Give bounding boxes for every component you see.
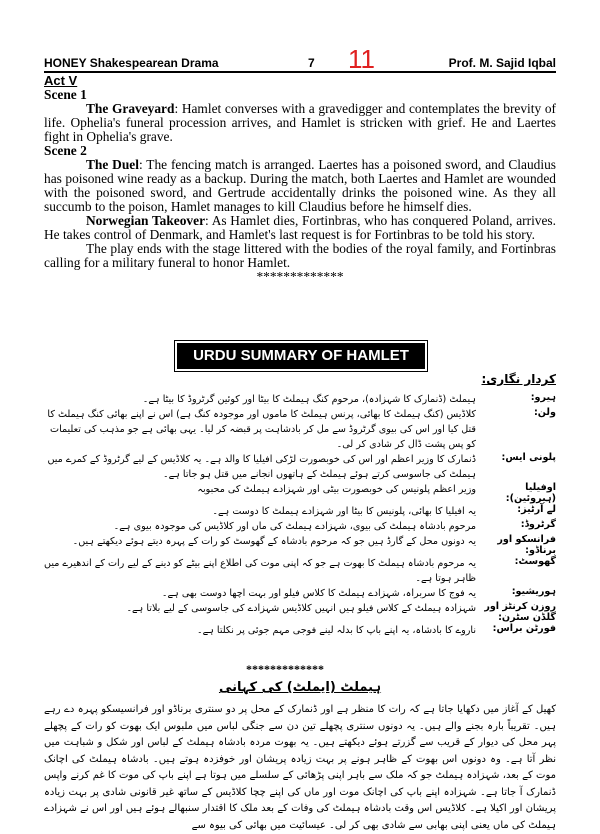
duel-lead: The Duel bbox=[86, 157, 139, 172]
header-book-title: HONEY Shakespearean Drama bbox=[44, 56, 219, 70]
character-row bbox=[44, 601, 556, 623]
characters-list bbox=[44, 392, 556, 638]
graveyard-paragraph bbox=[44, 102, 556, 144]
character-row bbox=[44, 407, 556, 452]
scene1-heading: Scene 1 bbox=[44, 87, 87, 102]
character-label: فورٹن براس: bbox=[492, 623, 556, 634]
stars-separator-2: ************* bbox=[246, 662, 324, 676]
ending-paragraph: The play ends with the stage littered with the bodies of the royal family, and Fortinbras calling for a military funeral to honor Hamlet. bbox=[44, 241, 556, 270]
character-label: پلونی ایس: bbox=[501, 452, 556, 463]
character-description: ہیملٹ (ڈنمارک کا شہزادہ)، مرحوم کنگ ہیملٹ کا بیٹا اور کوئین گرٹروڈ کا بیٹا ہے۔ bbox=[142, 394, 476, 405]
character-description: یہ مرحوم بادشاہ ہیملٹ کا بھوت ہے جو کہ اپنی موت کی اطلاع اپنے بیٹے کو دینے کے لیے رات کے اندھیرے میں ظاہر ہوتا ہے۔ bbox=[44, 558, 476, 584]
norway-paragraph bbox=[44, 214, 556, 242]
act-heading: Act V bbox=[44, 73, 78, 88]
header-divider bbox=[44, 71, 556, 73]
character-description: کلاڈیس (کنگ ہیملٹ کا بھائی، پرنس ہیملٹ کا ماموں اور موجودہ کنگ ہے) اس نے اپنے بھائی کنگ ہیملٹ کا قتل کیا اور اس کی بیوی گرٹروڈ سے مل کر بادشاہت پر قبضہ کر لیا۔ یہی بھائی ہے جو مذہب کی تعلیمات کو پس پشت ڈال کر شادی کر لی۔ bbox=[47, 409, 476, 450]
character-row bbox=[44, 586, 556, 601]
urdu-summary-heading: URDU SUMMARY OF HAMLET bbox=[177, 343, 425, 369]
character-row bbox=[44, 623, 556, 638]
character-label: گھوسٹ: bbox=[514, 556, 556, 567]
story-title: ہیملٹ (ایملٹ) کی کہانی bbox=[218, 680, 382, 695]
character-row bbox=[44, 482, 556, 504]
character-description: مرحوم بادشاہ ہیملٹ کی بیوی، شہزادے ہیملٹ کی ماں اور کلاڈیس کی موجودہ بیوی ہے۔ bbox=[113, 521, 476, 532]
character-description: ناروے کا بادشاہ، یہ اپنے باپ کا بدلہ لینے فوجی مہم جوئی پر نکلتا ہے۔ bbox=[196, 625, 476, 636]
duel-paragraph bbox=[44, 158, 556, 214]
character-label: ہیرو: bbox=[530, 392, 556, 403]
character-row bbox=[44, 392, 556, 407]
character-label: لے آرٹیز: bbox=[517, 504, 556, 515]
character-description: ڈنمارک کا وزیر اعظم اور اس کی خوبصورت لڑکی افیلیا کا والد ہے۔ یہ کلاڈیس کے لیے گرٹروڈ کے کمرے میں ہیملٹ کی جاسوسی کرتے ہوئے ہیملٹ کے ہاتھوں انجانے میں قتل ہو جاتا ہے۔ bbox=[47, 454, 476, 480]
characters-title: کردار نگاری: bbox=[481, 372, 556, 386]
character-label: فرانسکو اور برناڈو: bbox=[497, 534, 556, 556]
character-row bbox=[44, 504, 556, 519]
story-paragraph: کھیل کے آغاز میں دکھایا جاتا ہے کہ رات کا منظر ہے اور ڈنمارک کے محل پر دو سنتری برناڈو اور فرانسیسکو پہرہ دے رہے ہیں۔ تقریباً بارہ بجنے والے ہیں۔ یہ دونوں سنتری پچھلے تین دن سے جنگی لباس میں ملبوس ایک بھوت کو رات کے پچھلے پہر محل کی دیوار کے قریب سے گزرتے ہوئے دیکھتے ہیں۔ یہ بھوت مردہ بادشاہ ہیملٹ کے لباس اور شکل و شباہت میں نظر آتا ہے۔ وہ دونوں اس بھوت کے ظاہر ہونے پر بہت زیادہ پریشان اور خوفزدہ ہوتے ہیں۔ بادشاہ ہیملٹ کی اچانک موت کے بعد، شہزادہ ہیملٹ جو کہ ملک سے باہر اپنی پڑھائی کے سلسلے میں ہوتا ہے اپنے باپ کی موت کا غم کرنے واپس ڈنمارک آ جاتا ہے۔ شہزادہ اپنے باپ کی اچانک موت اور ماں کی اپنے چچا کلاڈیس کے ساتھ غیر قانونی شادی پر بہت زیادہ پریشان اور اکیلا ہے۔ کلاڈیس اس وقت بادشاہ ہیملٹ کی وفات کے بعد ملک کا اقتدار سنبھالے ہوئے ہیں اور اس نے شہزادے ہیملٹ کی ماں یعنی اپنی بھابی سے شادی بھی کر لی۔ عیسائیت میں بھائی کی بیوہ سے bbox=[44, 704, 556, 831]
character-label: گرٹروڈ: bbox=[520, 519, 556, 530]
stars-separator: ************* bbox=[256, 269, 344, 284]
character-label: روزن کرنٹز اور گلڈن سٹرن: bbox=[484, 601, 556, 623]
duel-text: : The fencing match is arranged. Laertes has a poisoned sword, and Claudius has poisoned wine ready as a backup. During the match, both Laertes and Hamlet are wounded with the poisoned sword, and Gertrude accidentally drinks the poisoned wine. As they all succumb to the poison, Hamlet manages to kill Claudius before he himself dies. bbox=[44, 157, 556, 214]
character-description: شہزادہ ہیملٹ کے کلاس فیلو ہیں انہیں کلاڈیس شہزادے کی جاسوسی کے لیے بلاتا ہے۔ bbox=[126, 603, 476, 614]
header-page-number: 7 bbox=[308, 56, 315, 70]
norway-text: : As Hamlet dies, Fortinbras, who has conquered Poland, arrives. He takes control of Denmark, and Hamlet's last request is for Fortinbras to be told his story. bbox=[44, 213, 556, 242]
character-label: اوفیلیا (ہیروئین): bbox=[505, 482, 556, 504]
character-row bbox=[44, 534, 556, 556]
scene2-heading: Scene 2 bbox=[44, 143, 87, 158]
graveyard-lead: The Graveyard bbox=[86, 101, 175, 116]
character-row bbox=[44, 452, 556, 482]
character-description: یہ افیلیا کا بھائی، پلونیس کا بیٹا اور شہزادے ہیملٹ کا دوست ہے۔ bbox=[212, 506, 476, 517]
header-author: Prof. M. Sajid Iqbal bbox=[448, 56, 556, 70]
header-red-number: 11 bbox=[348, 44, 375, 74]
graveyard-text: : Hamlet converses with a gravedigger and contemplates the brevity of life. Ophelia's funeral procession arrives, and Hamlet is stricken with grief. He and Laertes fight in Ophelia's grave. bbox=[44, 101, 556, 144]
character-row bbox=[44, 556, 556, 586]
character-label: ہوریشیو: bbox=[511, 586, 556, 597]
norway-lead: Norwegian Takeover bbox=[86, 213, 206, 228]
english-summary bbox=[44, 74, 556, 284]
character-label: ولن: bbox=[533, 407, 556, 418]
character-row bbox=[44, 519, 556, 534]
character-description: یہ فوج کا سربراہ، شہزادے ہیملٹ کا کلاس فیلو اور بہت اچھا دوست بھی ہے۔ bbox=[161, 588, 476, 599]
character-description: یہ دونوں محل کے گارڈ ہیں جو کہ مرحوم بادشاہ کے گھوسٹ کو رات کے پہرہ دیتے ہوئے دیکھتے ہیں۔ bbox=[72, 536, 476, 547]
page-header bbox=[44, 44, 556, 74]
character-description: وزیر اعظم پلونیس کی خوبصورت بیٹی اور شہزادے ہیملٹ کی محبوبہ bbox=[197, 484, 476, 495]
